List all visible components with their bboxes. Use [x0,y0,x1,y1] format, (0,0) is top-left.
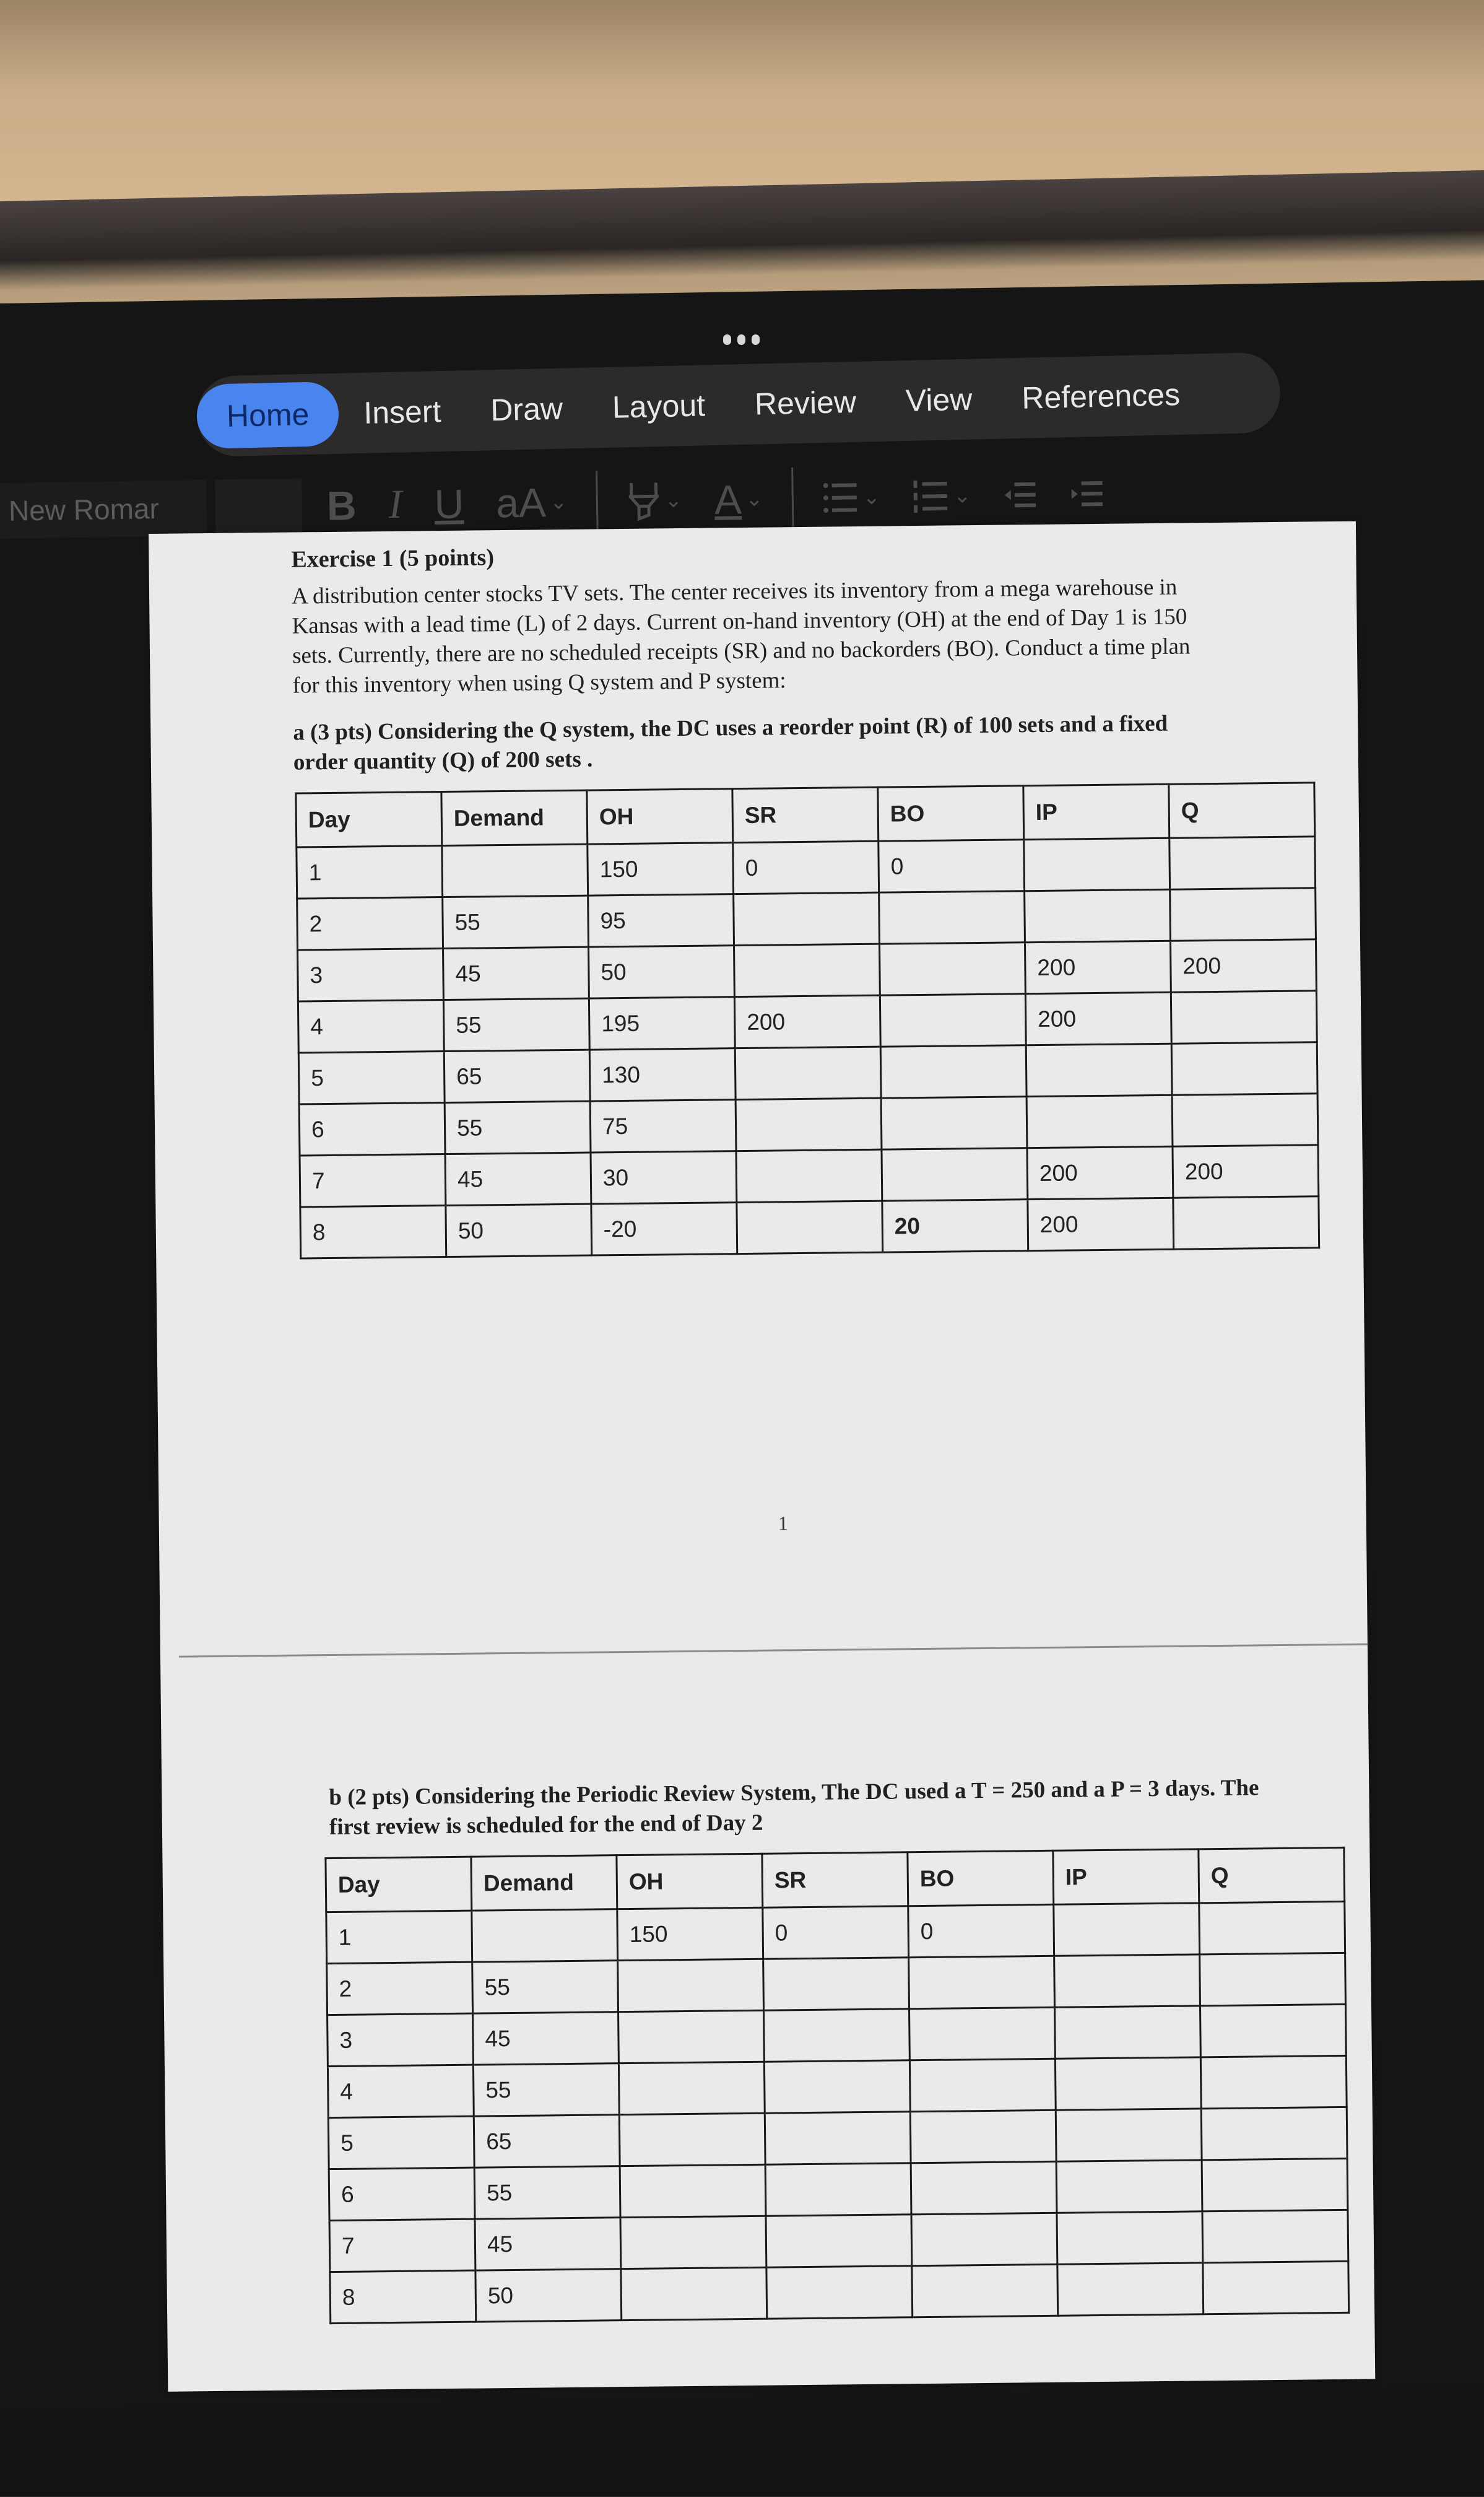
cell[interactable]: 200 [1027,1146,1173,1199]
numbered-list-glyph [912,477,950,515]
tab-layout[interactable]: Layout [612,388,706,425]
col-bo: BO [878,786,1024,841]
cell[interactable] [765,2112,911,2164]
col-oh: OH [587,789,733,844]
col-demand: Demand [471,1855,617,1911]
cell[interactable]: 200 [1170,939,1316,992]
tab-review[interactable]: Review [754,384,857,422]
cell[interactable]: 6 [299,1103,445,1156]
cell[interactable] [1203,2261,1349,2314]
cell[interactable]: 7 [300,1154,446,1207]
cell[interactable] [1057,2263,1204,2316]
cell[interactable] [879,943,1025,995]
cell[interactable]: 65 [444,1050,590,1102]
cell[interactable]: 0 [879,840,1025,892]
col-q: Q [1199,1847,1345,1902]
cell[interactable] [911,2213,1057,2265]
cell[interactable] [1057,2212,1203,2264]
bulleted-list-glyph [822,479,859,516]
cell[interactable] [764,2060,910,2113]
cell[interactable] [911,2161,1057,2214]
cell[interactable] [766,2266,913,2319]
cell[interactable]: 0 [733,841,879,894]
table-row [330,2261,1349,2323]
cell[interactable]: 5 [298,1052,445,1104]
cell[interactable]: 4 [298,1000,444,1053]
cell[interactable]: 55 [443,896,589,948]
cell[interactable]: 200 [1173,1145,1319,1198]
cell[interactable]: 200 [1025,992,1171,1045]
underline-glyph: U [433,481,464,527]
cell[interactable]: 55 [443,998,589,1051]
cell[interactable] [736,1149,882,1202]
cell[interactable] [764,2009,910,2062]
q-system-table [295,782,1320,1259]
cell[interactable] [912,2264,1058,2317]
cell[interactable] [735,1098,882,1151]
cell[interactable]: 55 [445,1101,591,1154]
font-color-icon[interactable] [714,476,763,523]
cell[interactable]: 50 [589,946,735,998]
cell[interactable] [1202,2158,1348,2211]
toolbar-divider [791,468,794,529]
tab-home[interactable]: Home [196,381,340,449]
underline-icon[interactable] [434,480,464,528]
cell[interactable] [1056,2160,1202,2213]
bulleted-list-icon[interactable] [822,479,880,516]
document-page[interactable] [149,521,1375,2392]
cell[interactable]: 200 [1028,1198,1174,1250]
exercise-intro: A distribution center stocks TV sets. The center receives its inventory from a mega warehouse in Kansas with a lead time (L) of 2 days. Current on-hand inventory (OH) at the end of Day 1 is 150 sets. Currently, there are no scheduled receipts (SR) and no backorders (BO). Conduct a time plan for this inventory when using Q system and P system: [291,574,1191,699]
decrease-indent-icon[interactable] [1003,477,1038,513]
cell[interactable] [1169,837,1316,889]
col-ip: IP [1053,1849,1199,1904]
cell[interactable] [909,1956,1055,2008]
italic-icon[interactable] [388,481,402,528]
cell[interactable] [766,2215,912,2267]
col-day: Day [326,1857,472,1912]
cell[interactable]: 6 [329,2168,475,2220]
cell[interactable] [765,2163,911,2216]
cell[interactable] [1024,838,1170,891]
cell[interactable]: 45 [445,1153,591,1205]
chevron-down-icon: ⌄ [953,484,971,508]
table-row [300,1196,1319,1258]
cell[interactable]: 75 [590,1100,736,1153]
font-name-field[interactable]: New Romar [0,480,207,539]
cell[interactable] [1025,889,1171,942]
col-day: Day [296,792,442,847]
cell[interactable]: 55 [472,1961,618,2013]
chevron-down-icon: ⌄ [664,488,683,513]
cell[interactable] [910,2110,1056,2163]
cell[interactable]: 8 [330,2270,476,2323]
font-size-field[interactable] [215,478,302,535]
cell[interactable]: 45 [443,947,589,1000]
cell[interactable]: 30 [591,1151,737,1204]
tab-insert[interactable]: Insert [363,394,441,430]
cell[interactable]: 65 [474,2115,620,2168]
cell[interactable]: -20 [591,1203,737,1255]
tab-view[interactable]: View [905,381,973,419]
increase-indent-icon[interactable] [1070,476,1105,512]
background-wall [0,0,1484,204]
cell[interactable] [1201,2107,1347,2159]
cell[interactable] [909,2007,1056,2060]
cell[interactable] [1054,1903,1200,1956]
cell[interactable] [620,2216,766,2268]
bold-icon[interactable] [326,482,357,529]
tab-draw[interactable]: Draw [490,391,563,428]
tab-references[interactable]: References [1021,377,1181,416]
cell[interactable]: 50 [446,1204,592,1257]
cell[interactable] [1200,1953,1346,2005]
col-oh: OH [617,1854,763,1909]
chevron-down-icon: ⌄ [862,485,881,510]
highlighter-icon[interactable] [626,479,683,523]
cell[interactable]: 1 [326,1911,472,1963]
cell[interactable]: 0 [763,1906,909,1959]
col-bo: BO [908,1850,1054,1906]
cell[interactable]: 55 [474,2166,620,2219]
cell[interactable] [880,1045,1026,1098]
cell[interactable]: 2 [327,1962,473,2015]
cell[interactable]: 20 [882,1200,1028,1252]
cell[interactable] [737,1201,883,1253]
cell[interactable] [880,994,1026,1047]
cell[interactable]: 8 [300,1206,446,1258]
cell[interactable] [1055,2057,1201,2110]
cell[interactable]: 7 [329,2219,475,2272]
cell[interactable] [618,2010,765,2063]
cell[interactable] [472,1909,618,1962]
cell[interactable] [1173,1196,1319,1249]
cell[interactable] [1054,2006,1200,2059]
cell[interactable]: 150 [588,843,734,896]
cell[interactable]: 5 [328,2116,474,2169]
col-sr: SR [732,787,879,842]
cell[interactable] [881,1097,1027,1149]
font-size-icon[interactable] [496,479,568,527]
cell[interactable] [909,2059,1056,2111]
col-demand: Demand [441,790,588,845]
cell[interactable] [882,1148,1028,1201]
multitasking-handle-icon[interactable] [723,334,760,345]
cell[interactable]: 1 [297,846,443,899]
cell[interactable]: 4 [328,2065,474,2117]
col-sr: SR [762,1852,908,1907]
col-q: Q [1169,783,1315,838]
cell[interactable] [1202,2210,1348,2262]
increase-indent-glyph [1070,476,1105,512]
cell[interactable] [1200,2055,1347,2108]
cell[interactable]: 95 [588,894,734,947]
highlighter-glyph [626,479,661,523]
cell[interactable] [620,2164,766,2217]
cell[interactable] [734,944,880,996]
cell[interactable] [1026,1044,1172,1096]
font-color-glyph: A [714,476,742,523]
cell[interactable] [1171,991,1317,1044]
cell[interactable] [879,891,1025,944]
numbered-list-icon[interactable] [912,477,971,515]
cell[interactable]: 55 [473,2063,619,2116]
cell[interactable] [621,2267,767,2320]
toolbar-divider [596,471,599,533]
cell[interactable] [763,1958,909,2010]
cell[interactable] [618,1959,764,2011]
cell[interactable]: 150 [617,1907,763,1960]
cell[interactable]: 2 [297,897,443,950]
page-break-divider [179,1643,1368,1657]
font-size-glyph: aA [495,479,547,526]
part-a-prompt: a (3 pts) Considering the Q system, the DC uses a reorder point (R) of 100 sets and a fixed order quantity (Q) of 200 sets . [293,710,1168,775]
cell[interactable] [1026,1095,1173,1148]
cell[interactable] [442,844,588,897]
part-b-prompt: b (2 pts) Considering the Periodic Review System, The DC used a T = 250 and a P = 3 days. The first review is scheduled for the end of Day 2 [329,1775,1259,1841]
cell[interactable]: 200 [734,995,880,1048]
cell[interactable] [1170,888,1316,941]
cell[interactable] [1199,1901,1345,1954]
cell[interactable] [1056,2109,1202,2161]
cell[interactable]: 200 [1025,941,1171,993]
cell[interactable] [1200,2004,1346,2057]
cell[interactable]: 130 [589,1048,735,1101]
bold-glyph: B [326,482,357,529]
cell[interactable]: 45 [475,2218,621,2270]
chevron-down-icon: ⌄ [549,490,568,515]
cell[interactable]: 3 [328,2013,474,2066]
cell[interactable]: 195 [589,997,735,1050]
col-ip: IP [1023,784,1169,839]
italic-glyph: I [388,481,403,528]
cell[interactable]: 3 [298,949,444,1001]
chevron-down-icon: ⌄ [745,487,763,512]
cell[interactable]: 45 [473,2012,619,2065]
cell[interactable] [734,892,880,945]
p-system-table [324,1847,1350,2324]
page-number: 1 [778,1512,788,1535]
cell[interactable] [1172,1094,1318,1146]
cell[interactable]: 50 [475,2269,622,2322]
cell[interactable] [619,2113,765,2166]
cell[interactable]: 0 [908,1904,1054,1957]
exercise-title: Exercise 1 (5 points) [291,544,495,573]
cell[interactable] [735,1047,881,1099]
cell[interactable] [618,2062,765,2114]
cell[interactable] [1171,1042,1317,1095]
cell[interactable] [1054,1954,1200,2007]
decrease-indent-glyph [1003,477,1038,513]
